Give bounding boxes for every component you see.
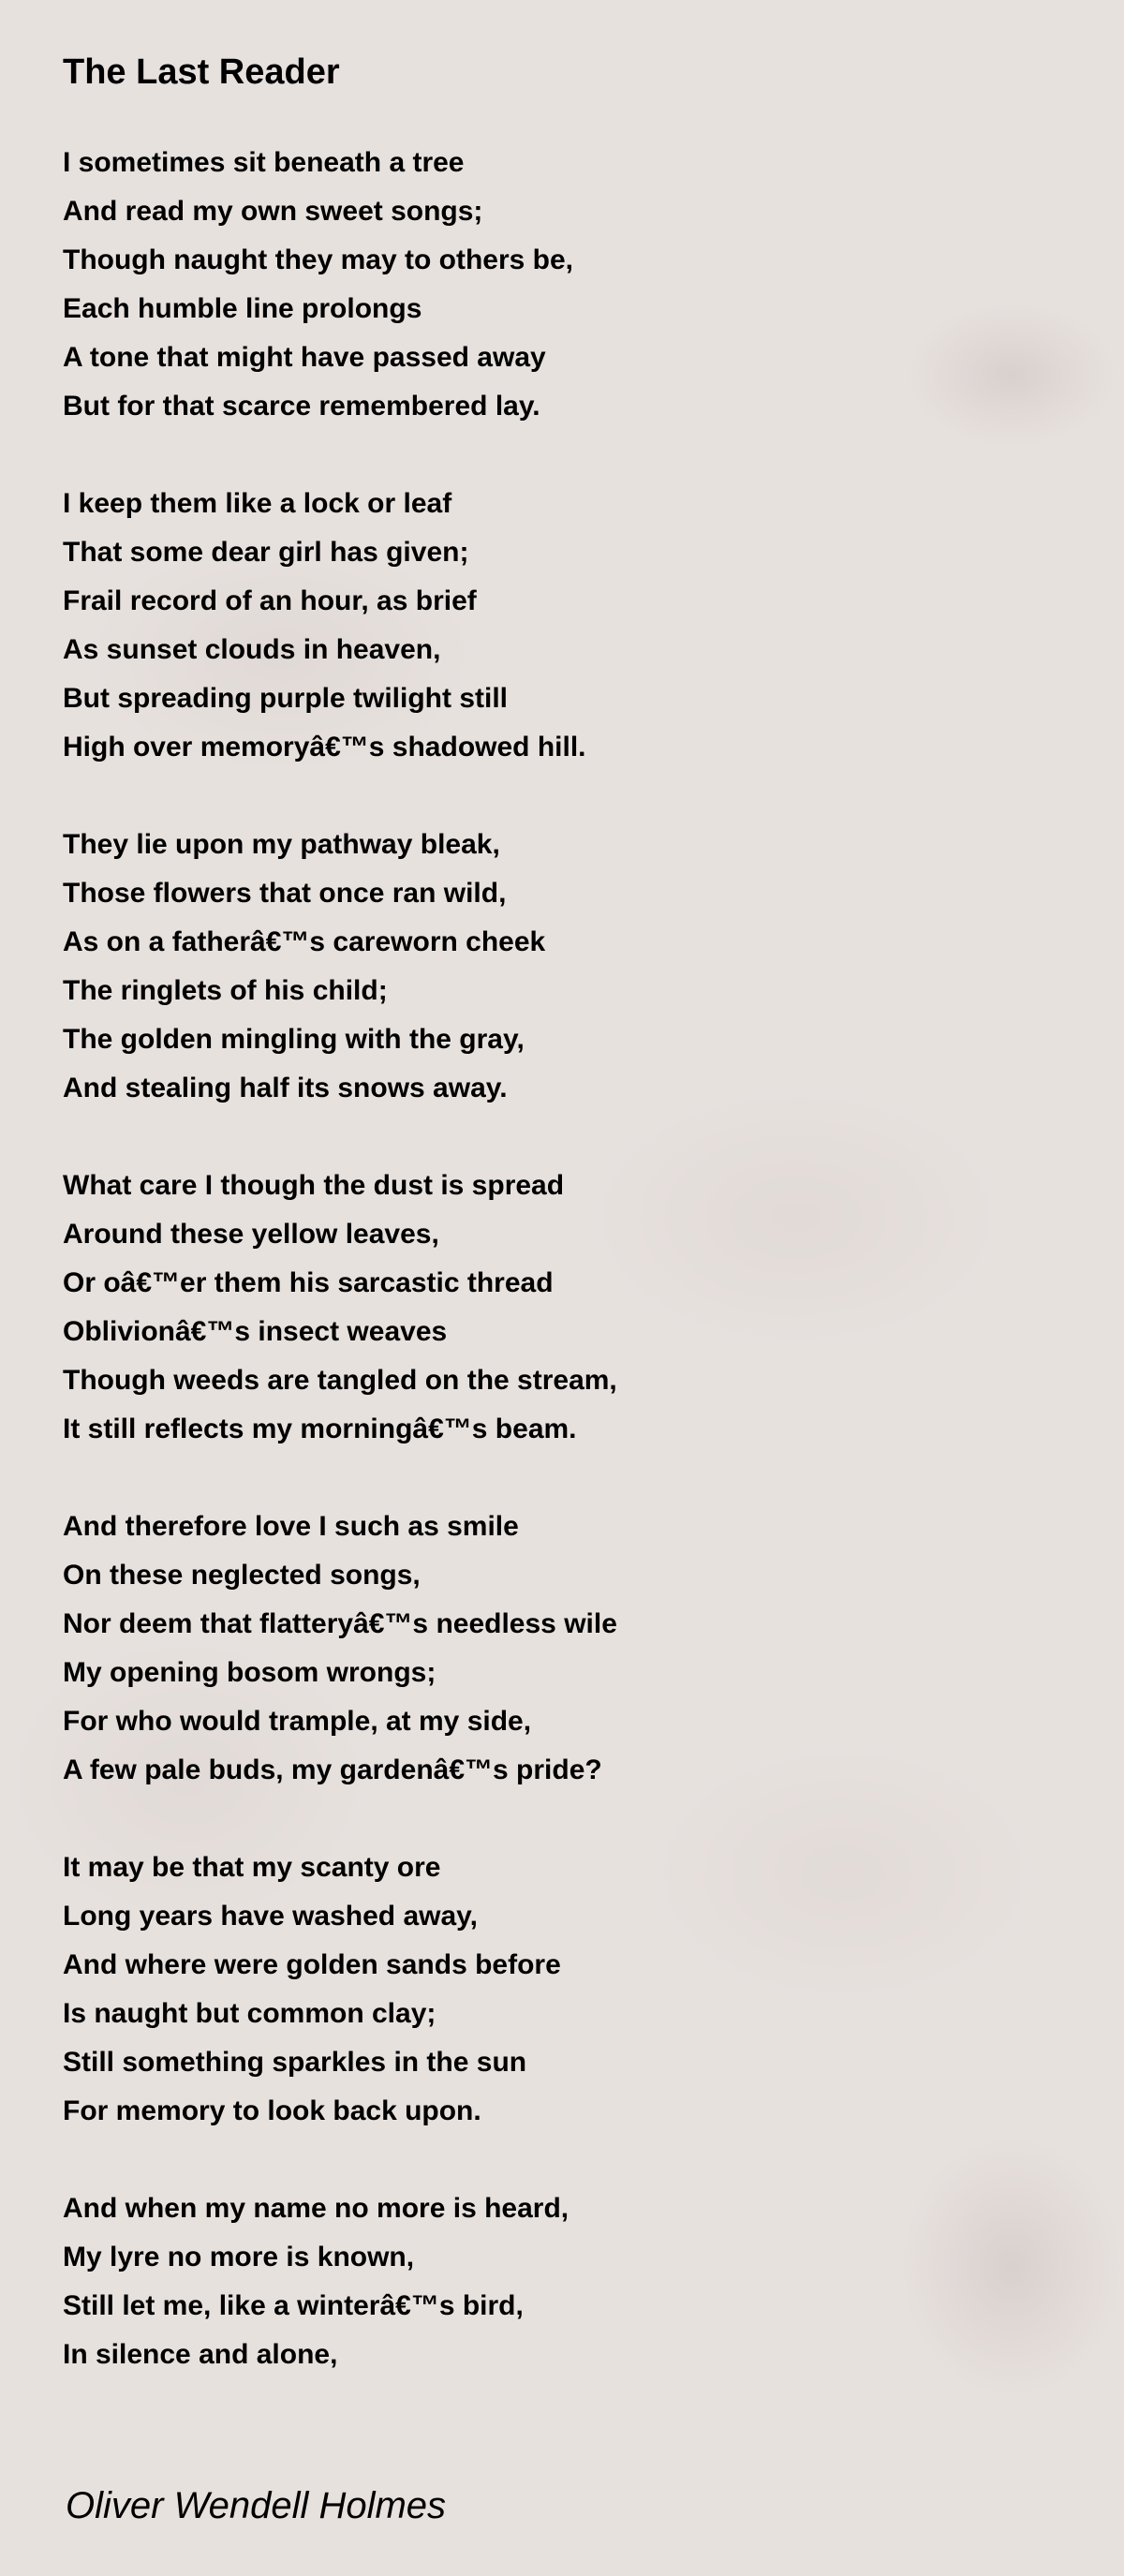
poem-line: What care I though the dust is spread	[63, 1170, 565, 1201]
poem-line: And stealing half its snows away.	[63, 1073, 508, 1103]
poem-line: Oblivionâ€™s insect weaves	[63, 1316, 448, 1347]
poem-line: I keep them like a lock or leaf	[63, 488, 452, 519]
poem-line: Or oâ€™er them his sarcastic thread	[63, 1267, 554, 1298]
poem-line: For who would trample, at my side,	[63, 1706, 532, 1737]
stanza	[63, 1503, 617, 1795]
poem-body	[63, 139, 617, 2379]
poem-line: In silence and alone,	[63, 2339, 338, 2370]
poem-line: My lyre no more is known,	[63, 2242, 415, 2273]
poem-line: A tone that might have passed away	[63, 342, 546, 373]
poem-line: And therefore love I such as smile	[63, 1511, 519, 1542]
poem-line: Frail record of an hour, as brief	[63, 585, 477, 616]
poem-line: Still let me, like a winterâ€™s bird,	[63, 2290, 524, 2321]
poem-line: Though naught they may to others be,	[63, 244, 574, 275]
poem-line: Is naught but common clay;	[63, 1998, 436, 2029]
stanza	[63, 139, 617, 431]
poem-line: A few pale buds, my gardenâ€™s pride?	[63, 1754, 602, 1785]
poem-line: High over memoryâ€™s shadowed hill.	[63, 732, 586, 762]
stanza	[63, 1162, 617, 1454]
poem-line: But for that scarce remembered lay.	[63, 391, 540, 422]
poem-line: Around these yellow leaves,	[63, 1219, 439, 1250]
poem-line: It may be that my scanty ore	[63, 1852, 441, 1883]
poem-line: And when my name no more is heard,	[63, 2193, 569, 2224]
poem-line: But spreading purple twilight still	[63, 683, 509, 714]
stanza	[63, 1843, 617, 2136]
poem-line: Long years have washed away,	[63, 1901, 478, 1932]
poem-line: The ringlets of his child;	[63, 975, 388, 1006]
poem-line: I sometimes sit beneath a tree	[63, 147, 465, 178]
poem-line: On these neglected songs,	[63, 1560, 421, 1591]
poem-line: Those flowers that once ran wild,	[63, 878, 507, 909]
poem-line: Still something sparkles in the sun	[63, 2047, 527, 2078]
poem-line: My opening bosom wrongs;	[63, 1657, 436, 1688]
poem-line: And where were golden sands before	[63, 1949, 561, 1980]
stanza	[63, 480, 617, 772]
poem-line: They lie upon my pathway bleak,	[63, 829, 500, 860]
poem-line: Each humble line prolongs	[63, 293, 422, 324]
poem-line: It still reflects my morningâ€™s beam.	[63, 1414, 577, 1444]
poem-line: Nor deem that flatteryâ€™s needless wile	[63, 1608, 617, 1639]
poem-line: And read my own sweet songs;	[63, 196, 483, 227]
poem-line: For memory to look back upon.	[63, 2095, 481, 2126]
poem-line: As sunset clouds in heaven,	[63, 634, 441, 665]
stanza	[63, 2184, 617, 2379]
poem-line: That some dear girl has given;	[63, 537, 469, 568]
stanza	[63, 821, 617, 1113]
poem-line: As on a fatherâ€™s careworn cheek	[63, 926, 546, 957]
poem-line: Though weeds are tangled on the stream,	[63, 1365, 617, 1396]
poem-line: The golden mingling with the gray,	[63, 1024, 525, 1055]
poem-author: Oliver Wendell Holmes	[66, 2485, 447, 2526]
poem-title: The Last Reader	[63, 52, 340, 92]
